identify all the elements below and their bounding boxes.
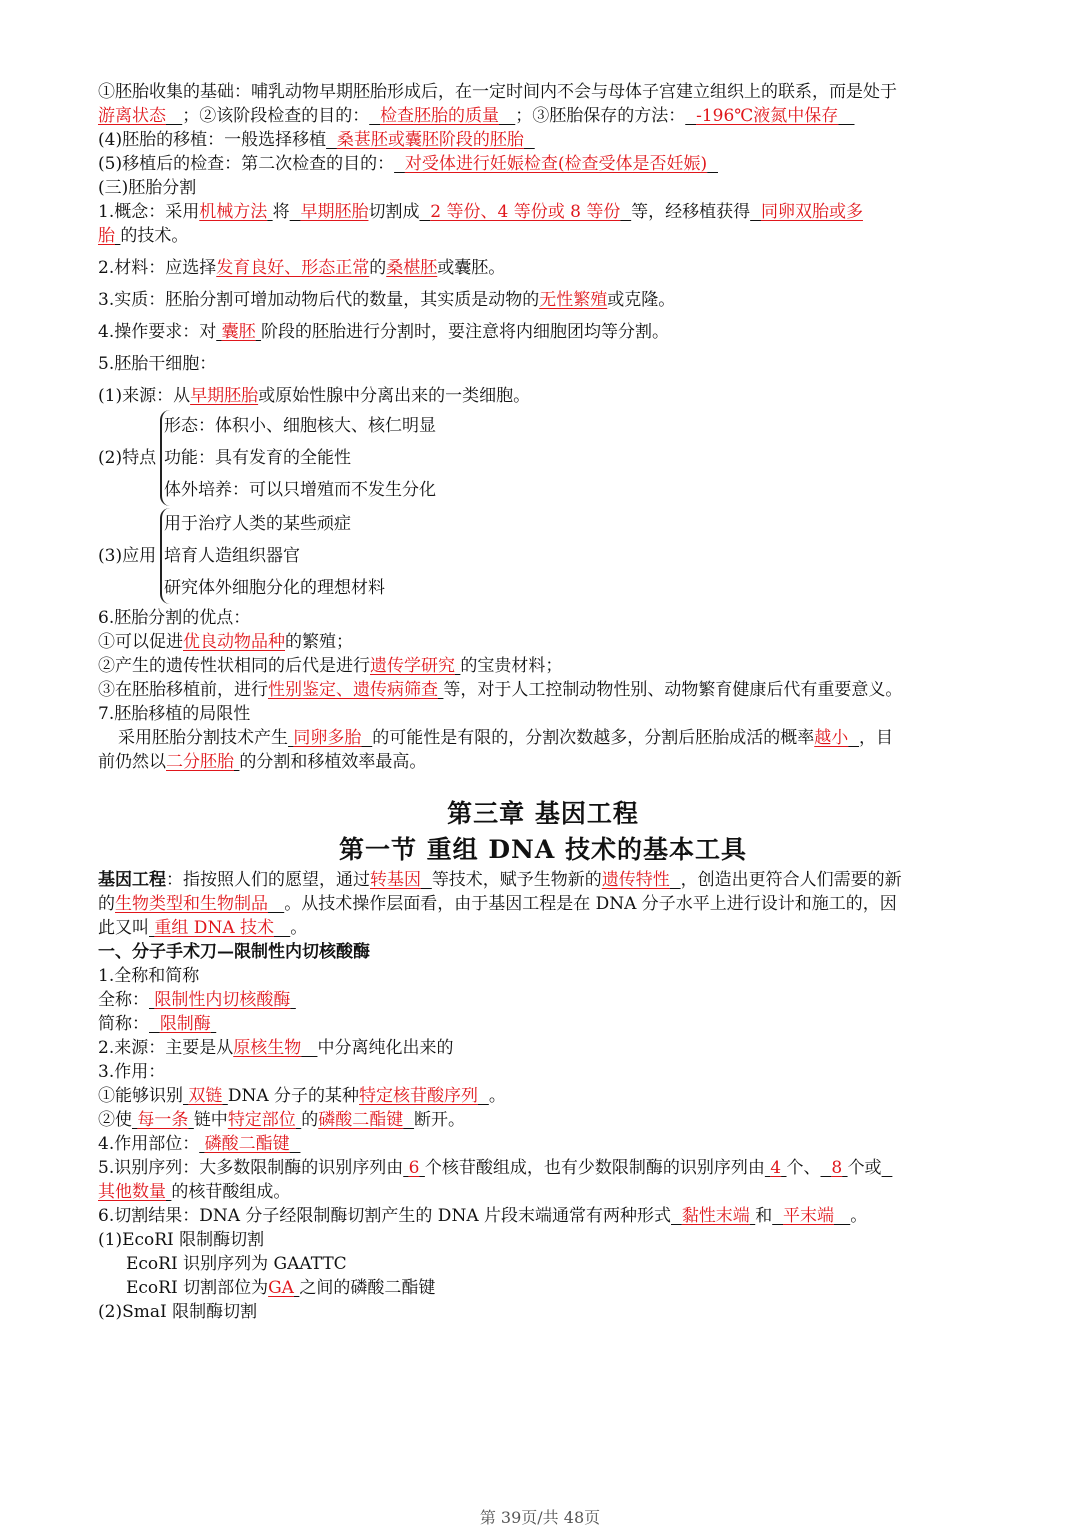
text-line: (5)移植后的检查：第二次检查的目的： 对受体进行妊娠检查(检查受体是否妊娠) [98, 154, 708, 174]
answer: 每一条 [137, 1110, 189, 1130]
page-footer: 第 39页/共 48页 [479, 1508, 601, 1527]
answer: 二分胚胎 [166, 752, 234, 772]
answer: 生物类型和生物制品 [115, 894, 268, 914]
answer: 发育良好、形态正常 [216, 258, 370, 278]
text-line: ②产生的遗传性状相同的后代是进行遗传学研究 的宝贵材料； [98, 656, 563, 676]
text-line: 基因工程：指按照人们的愿望，通过转基因 等技术，赋予生物新的遗传特性 ，创造出更符合人们需要的新 [98, 870, 902, 890]
answer: 特定部位 [227, 1110, 296, 1130]
apps-list [160, 508, 385, 604]
answer: 桑椹胚 [386, 258, 438, 278]
text-line: EcoRⅠ 切割部位为GA 之间的磷酸二酯键 [126, 1278, 436, 1298]
answer: 磷酸二酯键 [204, 1134, 290, 1154]
text-line: ③在胚胎移植前，进行性别鉴定、遗传病筛查 等，对于人工控制动物性别、动物繁育健康后代有重要意义。 [98, 680, 903, 700]
answer: 双链 [188, 1086, 223, 1106]
answer: 早期胚胎 [190, 386, 259, 406]
text-line: 简称： 限制酶 [98, 1014, 211, 1034]
text-line: (2)SmaⅠ 限制酶切割 [98, 1302, 258, 1322]
text-line: 7.胚胎移植的局限性 [98, 704, 251, 724]
text-line: 5.胚胎干细胞： [98, 354, 217, 374]
answer: 检查胚胎的质量 [380, 106, 500, 126]
text-line: (4)胚胎的移植：一般选择移植 桑葚胚或囊胚阶段的胚胎 [98, 130, 524, 150]
answer: 同卵多胎 [293, 728, 362, 748]
traits-list [160, 410, 436, 506]
text-line: 3.作用： [98, 1062, 166, 1082]
section-title: 第一节 重组 DNA 技术的基本工具 [338, 835, 748, 864]
answer: 其他数量 [98, 1182, 166, 1202]
answer: 同卵双胎或多 [760, 202, 863, 222]
answer: 8 [831, 1158, 843, 1178]
answer: 对受体进行妊娠检查(检查受体是否妊娠) [404, 154, 708, 174]
text-line: 6.胚胎分割的优点： [98, 608, 251, 628]
answer: GA [268, 1278, 294, 1298]
answer: 桑葚胚或囊胚阶段的胚胎 [336, 130, 524, 150]
section-heading: 一、分子手术刀—限制性内切核酸酶 [98, 942, 370, 962]
answer: 6 [408, 1158, 420, 1178]
answer: 特定核苷酸序列 [359, 1086, 478, 1106]
text-line: 4.操作要求：对 囊胚 阶段的胚胎进行分割时，要注意将内细胞团均等分割。 [98, 322, 670, 342]
text-line: 胎 的技术。 [98, 226, 189, 246]
apps-label: (3)应用 [98, 546, 157, 566]
list-item: 用于治疗人类的某些顽症 [164, 514, 351, 534]
text-line: ①能够识别 双链 DNA 分子的某种特定核苷酸序列 。 [98, 1086, 506, 1106]
text-line: 的生物类型和生物制品 。从技术操作层面看，由于基因工程是在 DNA 分子水平上进行设计和施工的，因 [98, 894, 897, 914]
text-line: 其他数量 的核苷酸组成。 [98, 1182, 291, 1202]
list-item: 形态：体积小、细胞核大、核仁明显 [164, 416, 436, 436]
answer: 原核生物 [233, 1038, 302, 1058]
answer: 遗传特性 [601, 870, 670, 890]
list-item: 研究体外细胞分化的理想材料 [164, 578, 385, 598]
text-line: 3.实质：胚胎分割可增加动物后代的数量，其实质是动物的无性繁殖或克隆。 [98, 290, 676, 310]
answer: 性别鉴定、遗传病筛查 [268, 680, 438, 700]
chapter-title: 第三章 基因工程 [447, 799, 639, 828]
text-line: 1.全称和简称 [98, 966, 200, 986]
answer: 无性繁殖 [539, 290, 608, 310]
text-line: 采用胚胎分割技术产生 同卵多胎 的可能性是有限的，分割次数越多，分割后胚胎成活的概率越小 ，目 [118, 728, 894, 748]
answer: 重组 DNA 技术 [154, 918, 274, 938]
list-item: 体外培养：可以只增殖而不发生分化 [164, 480, 436, 500]
text-line: 2.来源：主要是从原核生物 中分离纯化出来的 [98, 1038, 454, 1058]
answer: 2 等份、4 等份或 8 等份 [430, 202, 621, 222]
text-line: ①可以促进优良动物品种的繁殖； [98, 632, 353, 652]
answer: 遗传学研究 [370, 656, 455, 676]
text-line: (1)来源：从早期胚胎或原始性腺中分离出来的一类细胞。 [98, 386, 531, 406]
list-item: 培育人造组织器官 [164, 546, 300, 566]
text-line: 6.切割结果：DNA 分子经限制酶切割产生的 DNA 片段末端通常有两种形式 黏性末端 和 平末端 。 [98, 1206, 868, 1226]
answer: 黏性末端 [681, 1206, 750, 1226]
answer: 胎 [98, 226, 115, 246]
text-line: (三)胚胎分割 [98, 178, 197, 198]
text-line: 前仍然以二分胚胎 的分割和移植效率最高。 [98, 752, 427, 772]
text-line: 2.材料：应选择发育良好、形态正常的桑椹胚或囊胚。 [98, 258, 506, 278]
text-line: 1.概念：采用机械方法 将 早期胚胎切割成 2 等份、4 等份或 8 等份 等，经移植获得 同卵双胎或多 [98, 202, 863, 222]
traits-label: (2)特点 [98, 448, 157, 468]
text-line: ②使 每一条 链中特定部位 的磷酸二酯键 断开。 [98, 1110, 466, 1130]
text-line: (1)EcoRⅠ 限制酶切割 [98, 1230, 265, 1250]
text-line: 此又叫 重组 DNA 技术 。 [98, 918, 308, 938]
traits-brace-group [98, 410, 988, 506]
list-item: 功能：具有发育的全能性 [164, 448, 351, 468]
answer: 平末端 [783, 1206, 835, 1226]
text-line: 全称： 限制性内切核酸酶 [98, 990, 291, 1010]
answer: -196℃液氮中保存 [696, 106, 839, 126]
answer: 机械方法 [199, 202, 268, 222]
apps-brace-group [98, 508, 988, 604]
answer: 限制酶 [159, 1014, 211, 1034]
answer: 优良动物品种 [183, 632, 285, 652]
answer: 越小 [814, 728, 849, 748]
answer: 限制性内切核酸酶 [154, 990, 291, 1010]
text-line: ①胚胎收集的基础：哺乳动物早期胚胎形成后，在一定时间内不会与母体子宫建立组织上的联系，而是处于 [98, 82, 897, 102]
answer: 4 [770, 1158, 782, 1178]
answer: 囊胚 [221, 322, 256, 342]
text-line: 游离状态 ；②该阶段检查的目的： 检查胚胎的质量 ；③胚胎保存的方法： -196℃液氮中保存 [98, 106, 839, 126]
answer: 游离状态 [98, 106, 166, 126]
text-line: EcoRⅠ 识别序列为 GAATTC [126, 1254, 347, 1274]
text-line: 5.识别序列：大多数限制酶的识别序列由 6 个核苷酸组成，也有少数限制酶的识别序列由 4 个、 8 个或 [98, 1158, 882, 1178]
answer: 磷酸二酯键 [318, 1110, 404, 1130]
answer: 转基因 [370, 870, 421, 890]
page-content [98, 80, 988, 1324]
text-line: 4.作用部位： 磷酸二酯键 [98, 1134, 290, 1154]
answer: 早期胚胎 [300, 202, 369, 222]
